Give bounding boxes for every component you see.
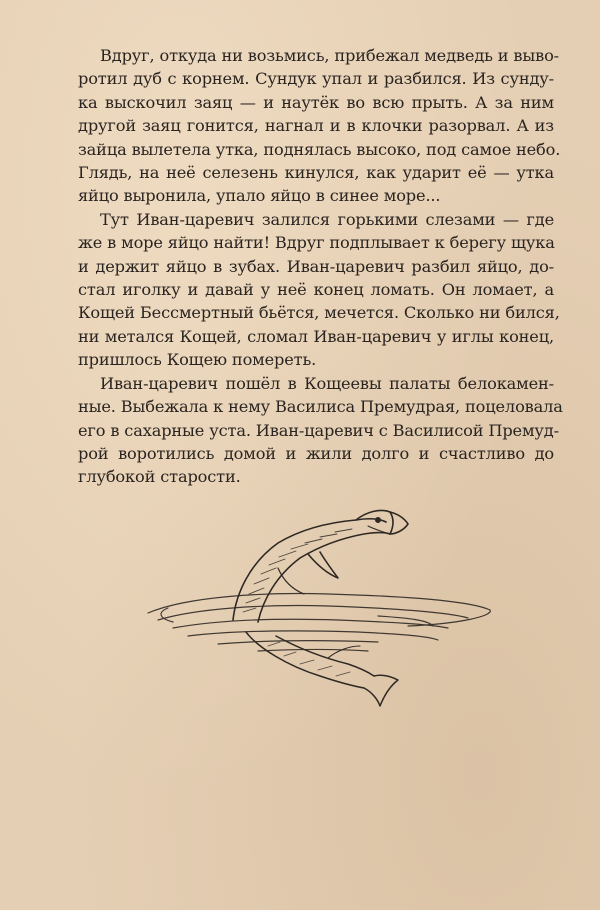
text-line: яйцо выронила, упало яйцо в синее море... (78, 186, 441, 206)
text-line: Иван-царевич пошёл в Кощеевы палаты белокамен- (100, 373, 554, 393)
text-line: Глядь, на неё селезень кинулся, как ударит её — утка (78, 163, 554, 183)
text-line: же в море яйцо найти! Вдруг подплывает к берегу щука (78, 233, 555, 253)
text-line: зайца вылетела утка, поднялась высоко, под самое небо. (78, 139, 561, 159)
water-ripples (148, 594, 490, 651)
text-line: Вдруг, откуда ни возьмись, прибежал медведь и выво- (100, 46, 560, 65)
text-line: ротил дуб с корнем. Сундук упал и разбился. Из сунду- (78, 69, 554, 89)
paragraph-3 (78, 372, 563, 489)
text-line: Кощей Бессмертный бьётся, мечется. Сколько ни бился, (78, 303, 560, 323)
text-line: другой заяц гонится, нагнал и в клочки разорвал. А из (78, 116, 554, 136)
paragraph-1 (78, 44, 561, 208)
text-line: глубокой старости. (78, 467, 241, 487)
pike-fish-jumping-icon (128, 508, 508, 708)
text-line: стал иголку и давай у неё конец ломать. Он ломает, а (78, 280, 554, 300)
text-line: его в сахарные уста. Иван-царевич с Василисой Премуд- (78, 420, 559, 440)
text-line: ка выскочил заяц — и наутёк во всю прыть. А за ним (78, 92, 554, 112)
text-line: и держит яйцо в зубах. Иван-царевич разбил яйцо, до- (78, 256, 554, 276)
text-line: Тут Иван-царевич залился горькими слезами — где (100, 209, 554, 229)
text-line: пришлось Кощею помереть. (78, 350, 317, 370)
story-text (78, 44, 563, 489)
text-line: ные. Выбежала к нему Василиса Премудрая, поцеловала (78, 397, 563, 417)
pike-tail (246, 632, 398, 706)
text-line: ни метался Кощей, сломал Иван-царевич у иглы конец, (78, 326, 554, 346)
paragraph-2 (78, 208, 560, 372)
text-line: рой воротились домой и жили долго и счастливо до (78, 443, 554, 463)
